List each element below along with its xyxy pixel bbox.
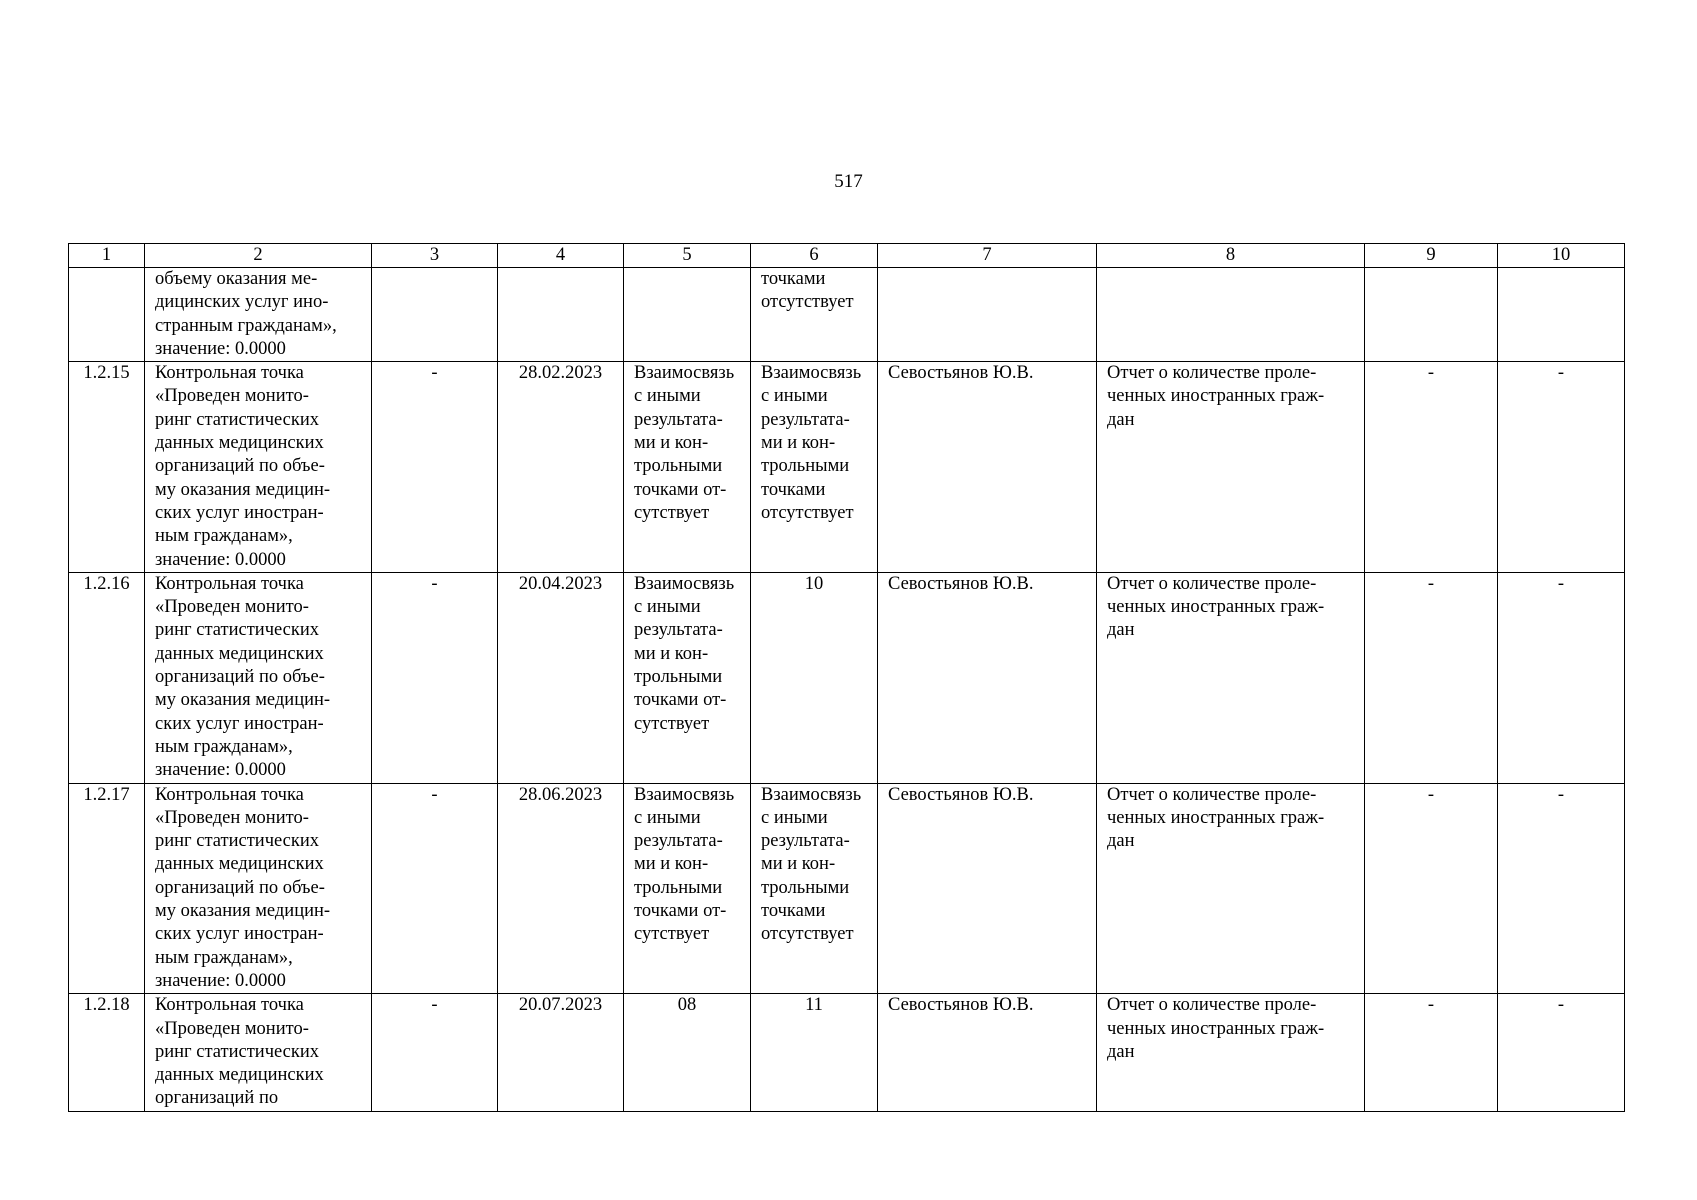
date-cell bbox=[498, 268, 624, 362]
cell-col3: - bbox=[372, 362, 498, 573]
cell-col6: точками отсутствует bbox=[751, 268, 878, 362]
column-header: 10 bbox=[1498, 244, 1625, 268]
cell-col6: Взаимосвязь с иными результата- ми и кон- трольными точками отсутствует bbox=[751, 783, 878, 994]
cell-col10 bbox=[1498, 268, 1625, 362]
cell-col9: - bbox=[1365, 994, 1498, 1111]
cell-col6: 10 bbox=[751, 572, 878, 783]
report-cell: Отчет о количестве проле- ченных иностранных граж- дан bbox=[1097, 783, 1365, 994]
column-header: 8 bbox=[1097, 244, 1365, 268]
description-cell: Контрольная точка «Проведен монито- ринг статистических данных медицинских организаций по объе- му оказания медицин- ских услуг иностран- ным гражданам», значение: 0.0000 bbox=[145, 572, 372, 783]
date-cell: 28.02.2023 bbox=[498, 362, 624, 573]
responsible-cell: Севостьянов Ю.В. bbox=[878, 362, 1097, 573]
document-table bbox=[68, 243, 1625, 1112]
cell-col3: - bbox=[372, 783, 498, 994]
column-header: 5 bbox=[624, 244, 751, 268]
responsible-cell: Севостьянов Ю.В. bbox=[878, 994, 1097, 1111]
page-number: 517 bbox=[834, 171, 863, 192]
cell-col10: - bbox=[1498, 572, 1625, 783]
description-cell: Контрольная точка «Проведен монито- ринг статистических данных медицинских организаций по объе- му оказания медицин- ских услуг иностран- ным гражданам», значение: 0.0000 bbox=[145, 783, 372, 994]
cell-col5: Взаимосвязь с иными результата- ми и кон- трольными точками от- сутствует bbox=[624, 572, 751, 783]
cell-col10: - bbox=[1498, 783, 1625, 994]
cell-col10: - bbox=[1498, 362, 1625, 573]
table-row bbox=[69, 362, 1625, 573]
cell-col9 bbox=[1365, 268, 1498, 362]
responsible-cell: Севостьянов Ю.В. bbox=[878, 783, 1097, 994]
date-cell: 20.07.2023 bbox=[498, 994, 624, 1111]
table-row bbox=[69, 783, 1625, 994]
report-cell: Отчет о количестве проле- ченных иностранных граж- дан bbox=[1097, 362, 1365, 573]
cell-col9: - bbox=[1365, 572, 1498, 783]
description-cell: объему оказания ме- дицинских услуг ино- странным гражданам», значение: 0.0000 bbox=[145, 268, 372, 362]
cell-col5 bbox=[624, 268, 751, 362]
date-cell: 20.04.2023 bbox=[498, 572, 624, 783]
description-cell: Контрольная точка «Проведен монито- ринг статистических данных медицинских организаций по bbox=[145, 994, 372, 1111]
column-header: 9 bbox=[1365, 244, 1498, 268]
cell-col3 bbox=[372, 268, 498, 362]
row-number-cell: 1.2.16 bbox=[69, 572, 145, 783]
responsible-cell: Севостьянов Ю.В. bbox=[878, 572, 1097, 783]
cell-col3: - bbox=[372, 994, 498, 1111]
column-header: 4 bbox=[498, 244, 624, 268]
row-number-cell bbox=[69, 268, 145, 362]
table-header-row bbox=[69, 244, 1625, 268]
cell-col5: Взаимосвязь с иными результата- ми и кон- трольными точками от- сутствует bbox=[624, 783, 751, 994]
cell-col6: 11 bbox=[751, 994, 878, 1111]
responsible-cell bbox=[878, 268, 1097, 362]
row-number-cell: 1.2.15 bbox=[69, 362, 145, 573]
column-header: 7 bbox=[878, 244, 1097, 268]
table-row bbox=[69, 994, 1625, 1111]
cell-col5: Взаимосвязь с иными результата- ми и кон- трольными точками от- сутствует bbox=[624, 362, 751, 573]
table-row bbox=[69, 268, 1625, 362]
report-cell: Отчет о количестве проле- ченных иностранных граж- дан bbox=[1097, 572, 1365, 783]
cell-col9: - bbox=[1365, 362, 1498, 573]
column-header: 6 bbox=[751, 244, 878, 268]
column-header: 3 bbox=[372, 244, 498, 268]
cell-col9: - bbox=[1365, 783, 1498, 994]
report-cell bbox=[1097, 268, 1365, 362]
table-row bbox=[69, 572, 1625, 783]
description-cell: Контрольная точка «Проведен монито- ринг статистических данных медицинских организаций по объе- му оказания медицин- ских услуг иностран- ным гражданам», значение: 0.0000 bbox=[145, 362, 372, 573]
cell-col6: Взаимосвязь с иными результата- ми и кон- трольными точками отсутствует bbox=[751, 362, 878, 573]
row-number-cell: 1.2.18 bbox=[69, 994, 145, 1111]
row-number-cell: 1.2.17 bbox=[69, 783, 145, 994]
cell-col10: - bbox=[1498, 994, 1625, 1111]
cell-col3: - bbox=[372, 572, 498, 783]
date-cell: 28.06.2023 bbox=[498, 783, 624, 994]
column-header: 1 bbox=[69, 244, 145, 268]
cell-col5: 08 bbox=[624, 994, 751, 1111]
column-header: 2 bbox=[145, 244, 372, 268]
report-cell: Отчет о количестве проле- ченных иностранных граж- дан bbox=[1097, 994, 1365, 1111]
